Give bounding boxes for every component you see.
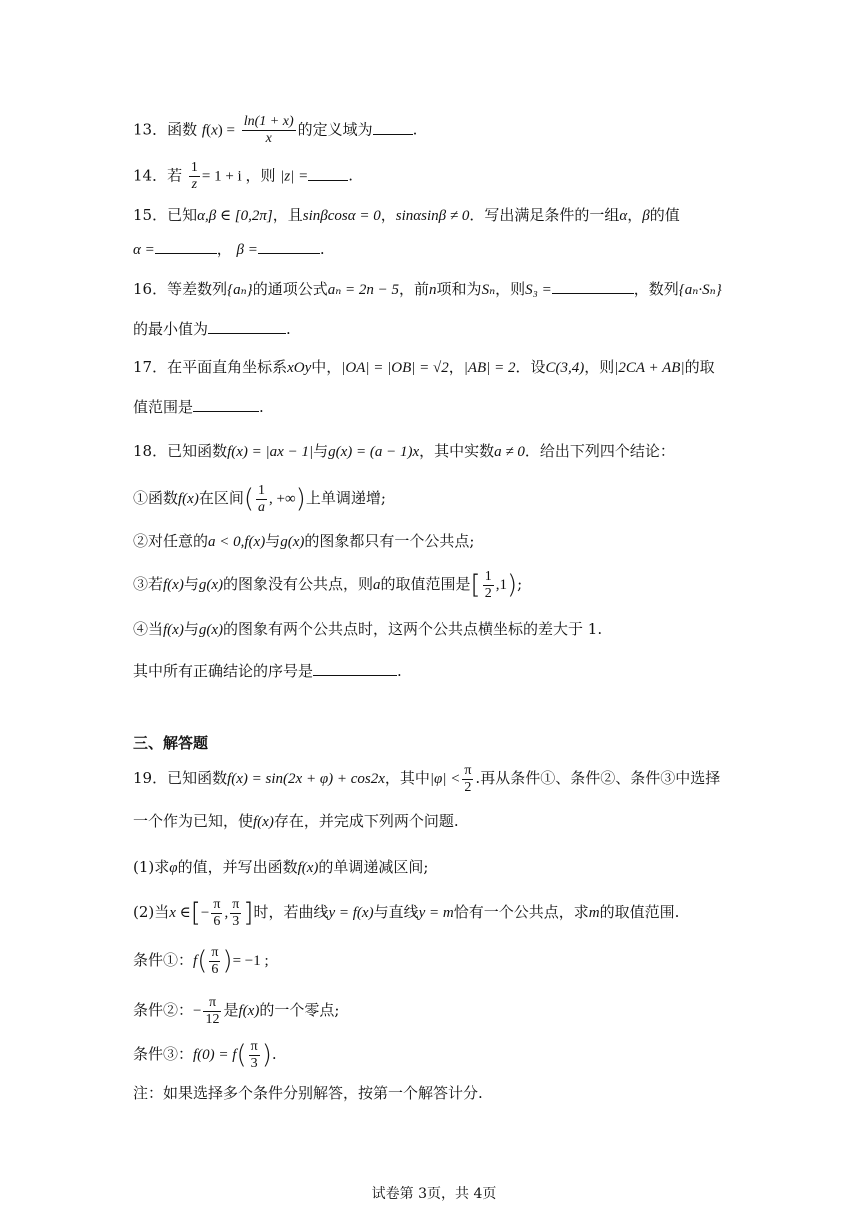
math-gx: g(x) = (a − 1)x	[328, 444, 420, 460]
math-xoy: xOy	[287, 360, 312, 376]
text: ③若	[133, 575, 164, 593]
fraction-numerator: π	[232, 896, 240, 912]
text: .	[319, 240, 325, 258]
fraction-numerator: 1	[190, 160, 198, 175]
math-vector-expr: |2CA + AB|	[614, 360, 685, 376]
text: 的图象没有公共点，则	[223, 575, 374, 593]
paren-left: (	[197, 946, 208, 976]
math-a: a	[373, 577, 381, 593]
text: ．给出下列四个结论：	[524, 442, 675, 460]
text: 与	[265, 532, 281, 550]
math-seq: {aₙ·Sₙ}	[678, 282, 722, 298]
fraction-denominator: 2	[484, 585, 492, 601]
text: 的取值范围是	[380, 575, 471, 593]
condition-1	[133, 942, 269, 978]
fraction-denominator: 3	[232, 913, 240, 929]
math-point: C(3,4)	[545, 360, 585, 376]
text: .	[259, 398, 264, 416]
text: ，则	[584, 358, 615, 376]
fraction	[189, 160, 200, 193]
fraction-numerator: π	[250, 1038, 258, 1054]
text: ．设	[515, 358, 546, 376]
text: 的取	[684, 358, 715, 376]
fraction-denominator: x	[265, 131, 272, 146]
fraction-denominator: z	[191, 177, 198, 192]
paren-left: (	[243, 484, 255, 514]
text: ①函数	[133, 489, 179, 507]
fraction	[203, 995, 221, 1028]
math-interval: ,1	[495, 577, 507, 593]
paren-right: )	[506, 570, 518, 600]
question-15	[133, 204, 680, 227]
text: 一个作为已知，使	[133, 812, 254, 830]
text: 条件②：	[133, 1001, 194, 1019]
text: 的值	[649, 206, 680, 224]
fraction	[209, 945, 220, 978]
text: ，	[216, 240, 232, 258]
fraction-numerator: ln(1 + x)	[243, 114, 294, 129]
fraction-denominator: 2	[464, 779, 472, 795]
text: 是	[223, 1001, 239, 1019]
math-beta: β	[642, 208, 650, 224]
answer-blank-beta[interactable]	[258, 239, 320, 254]
math-beta: β =	[236, 242, 258, 258]
text: 上单调递增;	[305, 489, 386, 507]
fraction	[230, 897, 241, 930]
math-seq: {aₙ}	[227, 282, 253, 298]
text: 在区间	[198, 489, 244, 507]
paren-right: )	[295, 484, 306, 514]
fraction	[483, 569, 494, 602]
math-interval: , +∞	[269, 491, 296, 507]
text: ，其中实数	[419, 442, 495, 460]
text: 时，若曲线	[253, 903, 329, 921]
text: 已知函数	[167, 769, 228, 787]
fraction	[256, 483, 267, 516]
text: (2)当	[133, 903, 170, 921]
section-heading: 三、解答题	[133, 734, 209, 752]
text: 的图象都只有一个公共点;	[304, 532, 475, 550]
fraction	[242, 114, 296, 147]
text: 的一个零点;	[259, 1001, 340, 1019]
text: 在平面直角坐标系	[167, 358, 288, 376]
text: 与	[313, 442, 329, 460]
text: 项和为	[436, 280, 482, 298]
question-number: 17．	[133, 358, 168, 376]
paren-right: )	[261, 1040, 272, 1070]
fraction-denominator: 6	[213, 913, 221, 929]
math-x-in: x ∈	[169, 905, 191, 921]
question-17	[133, 356, 715, 379]
text: .再从条件①、条件②、条件③中选择	[475, 769, 721, 787]
math-formula: aₙ = 2n − 5	[327, 282, 400, 298]
text: 函数	[167, 120, 198, 139]
math-fx: f(x)	[178, 491, 199, 507]
text: 条件①：	[133, 951, 194, 969]
text: 存在，并完成下列两个问题.	[273, 812, 459, 830]
text: ，数列	[633, 280, 679, 298]
math-condition: a ≠ 0	[494, 444, 525, 460]
math-abs-z: |z| =	[280, 168, 309, 185]
question-13: 13．函数 f(x) = $\frac{\ln(1 + x)}{x}$ 的定义域为 .	[133, 114, 418, 146]
answer-blank[interactable]	[308, 166, 348, 181]
text: 的取值范围.	[599, 903, 680, 921]
math-m: m	[588, 905, 600, 921]
text: ，则	[495, 280, 526, 298]
math-line: y = m	[418, 905, 454, 921]
math-sn: Sₙ	[481, 282, 496, 298]
fraction-numerator: π	[211, 944, 219, 960]
fraction	[249, 1039, 260, 1072]
math-condition: sinβcosα = 0	[302, 208, 381, 224]
text: ②对任意的	[133, 532, 209, 550]
fraction-denominator: 12	[205, 1011, 220, 1027]
text: ，	[448, 358, 464, 376]
q19-part-1	[133, 856, 428, 879]
answer-blank[interactable]	[193, 397, 259, 412]
question-19	[133, 762, 720, 794]
fraction-numerator: 1	[484, 568, 492, 584]
bracket-left: [	[470, 570, 481, 600]
text: 与	[183, 620, 199, 638]
question-16	[133, 278, 722, 301]
math-curve: y = f(x)	[328, 905, 374, 921]
text: = −1 ;	[232, 953, 269, 969]
text: .	[397, 662, 402, 680]
fraction	[462, 763, 473, 796]
q18-statement-3	[133, 566, 522, 602]
question-number: 16．	[133, 280, 168, 298]
text: 的单调递减区间;	[318, 858, 429, 876]
text: 其中所有正确结论的序号是	[133, 662, 314, 680]
math-condition: sinαsinβ ≠ 0	[395, 208, 470, 224]
answer-blank[interactable]	[313, 661, 397, 676]
text: 的最小值为	[133, 320, 209, 338]
math-fx: f(x)	[244, 534, 266, 550]
math-condition: |AB| = 2	[463, 360, 516, 376]
math-fx: f(x)	[163, 622, 184, 638]
text: 中，	[311, 358, 342, 376]
question-number: 18．	[133, 442, 168, 460]
text: 条件③：	[133, 1045, 194, 1063]
answer-blank-alpha[interactable]	[155, 239, 217, 254]
fraction-denominator: a	[258, 499, 266, 515]
text: .	[348, 166, 354, 185]
text: ，其中	[384, 769, 430, 787]
math-range: α,β ∈ [0,2π]	[197, 208, 273, 224]
fraction-numerator: 1	[258, 482, 266, 498]
text: ，且	[272, 206, 303, 224]
answer-blank[interactable]	[552, 279, 634, 294]
page-footer: 试卷第 3页，共 4页	[371, 1186, 497, 1202]
text: 若	[167, 166, 183, 185]
math-n: n	[429, 282, 437, 298]
text: 值范围是	[133, 398, 194, 416]
paren-left: (	[236, 1040, 247, 1070]
math-gx: g(x)	[198, 577, 224, 593]
math-equation: f(0) = f	[193, 1047, 237, 1063]
text: 已知	[167, 206, 198, 224]
math-fx: f(x) = |ax − 1|	[227, 444, 314, 460]
text: (1)求	[133, 858, 170, 876]
math-fx: f(x)	[238, 1003, 260, 1019]
question-17-line2	[133, 396, 264, 418]
text: .	[412, 120, 418, 139]
question-16-line2	[133, 318, 291, 340]
math-condition: |φ| <	[429, 771, 461, 787]
math-phi: φ	[169, 860, 178, 876]
fraction-denominator: 3	[250, 1055, 258, 1071]
math-condition: a < 0,	[208, 534, 245, 550]
text: 恰有一个公共点，求	[453, 903, 589, 921]
question-19-line2	[133, 810, 459, 833]
text: ．写出满足条件的一组	[469, 206, 620, 224]
text: 已知函数	[167, 442, 228, 460]
text: 的图象有两个公共点时，这两个公共点横坐标的差大于 1.	[223, 620, 603, 638]
text: 的定义域为	[297, 120, 373, 139]
text: ，前	[399, 280, 430, 298]
text: .	[286, 320, 291, 338]
math-fx: f(x) = sin(2x + φ) + cos2x	[227, 771, 385, 787]
bracket-left: [	[190, 898, 201, 928]
fraction-numerator: π	[464, 762, 472, 778]
text: = 1 + i ，则	[201, 168, 276, 185]
answer-blank[interactable]	[208, 319, 286, 334]
fraction-denominator: 6	[211, 961, 219, 977]
q18-statement-4	[133, 618, 602, 641]
question-number: 19．	[133, 769, 168, 787]
math-gx: g(x)	[198, 622, 224, 638]
text: 与直线	[373, 903, 419, 921]
note: 注：如果选择多个条件分别解答，按第一个解答计分.	[133, 1084, 483, 1102]
math-f: f	[193, 953, 198, 969]
fraction	[211, 897, 222, 930]
q18-statement-2	[133, 530, 474, 553]
math-fx: f(x)	[253, 814, 274, 830]
math-condition: |OA| = |OB| = √2	[341, 360, 449, 376]
q18-final	[133, 660, 402, 682]
q18-statement-1	[133, 480, 386, 516]
math-alpha: α	[619, 208, 628, 224]
text: .	[271, 1045, 277, 1063]
math-s3: S₃ =	[525, 282, 552, 298]
paren-right: )	[222, 946, 233, 976]
q19-part-2: (2)当x ∈[− $\frac{\pi}{6}$ , $\frac{\pi}{3}$ ]时，若曲线y = f(x)与直线y = m恰有一个公共点，求m的取值范围.	[133, 896, 680, 929]
fraction-numerator: π	[213, 896, 221, 912]
text: ，	[380, 206, 396, 224]
math-fx: f(x)	[163, 577, 184, 593]
math-gx: g(x)	[280, 534, 305, 550]
text: ④当	[133, 620, 164, 638]
fraction-numerator: π	[203, 995, 221, 1012]
math-x: x	[211, 122, 218, 139]
condition-2: 条件②：− $\frac{\pi}{12}$ 是f(x)的一个零点;	[133, 994, 340, 1027]
question-number: 13．	[133, 120, 168, 139]
question-18	[133, 440, 675, 463]
math-fx: f(x)	[297, 860, 319, 876]
math-f: f	[201, 122, 207, 139]
condition-3	[133, 1036, 277, 1072]
question-number: 15．	[133, 206, 168, 224]
question-14	[133, 160, 353, 193]
text: 与	[183, 575, 199, 593]
bracket-right: ]	[243, 898, 254, 928]
math-alpha: α =	[133, 242, 155, 258]
answer-blank[interactable]	[373, 120, 413, 135]
question-number: 14．	[133, 166, 168, 185]
text: ，	[627, 206, 643, 224]
text: ;	[517, 575, 523, 593]
text: 的通项公式	[252, 280, 328, 298]
text: 等差数列	[167, 280, 228, 298]
text: 的值，并写出函数	[177, 858, 298, 876]
question-15-line2	[133, 238, 325, 261]
